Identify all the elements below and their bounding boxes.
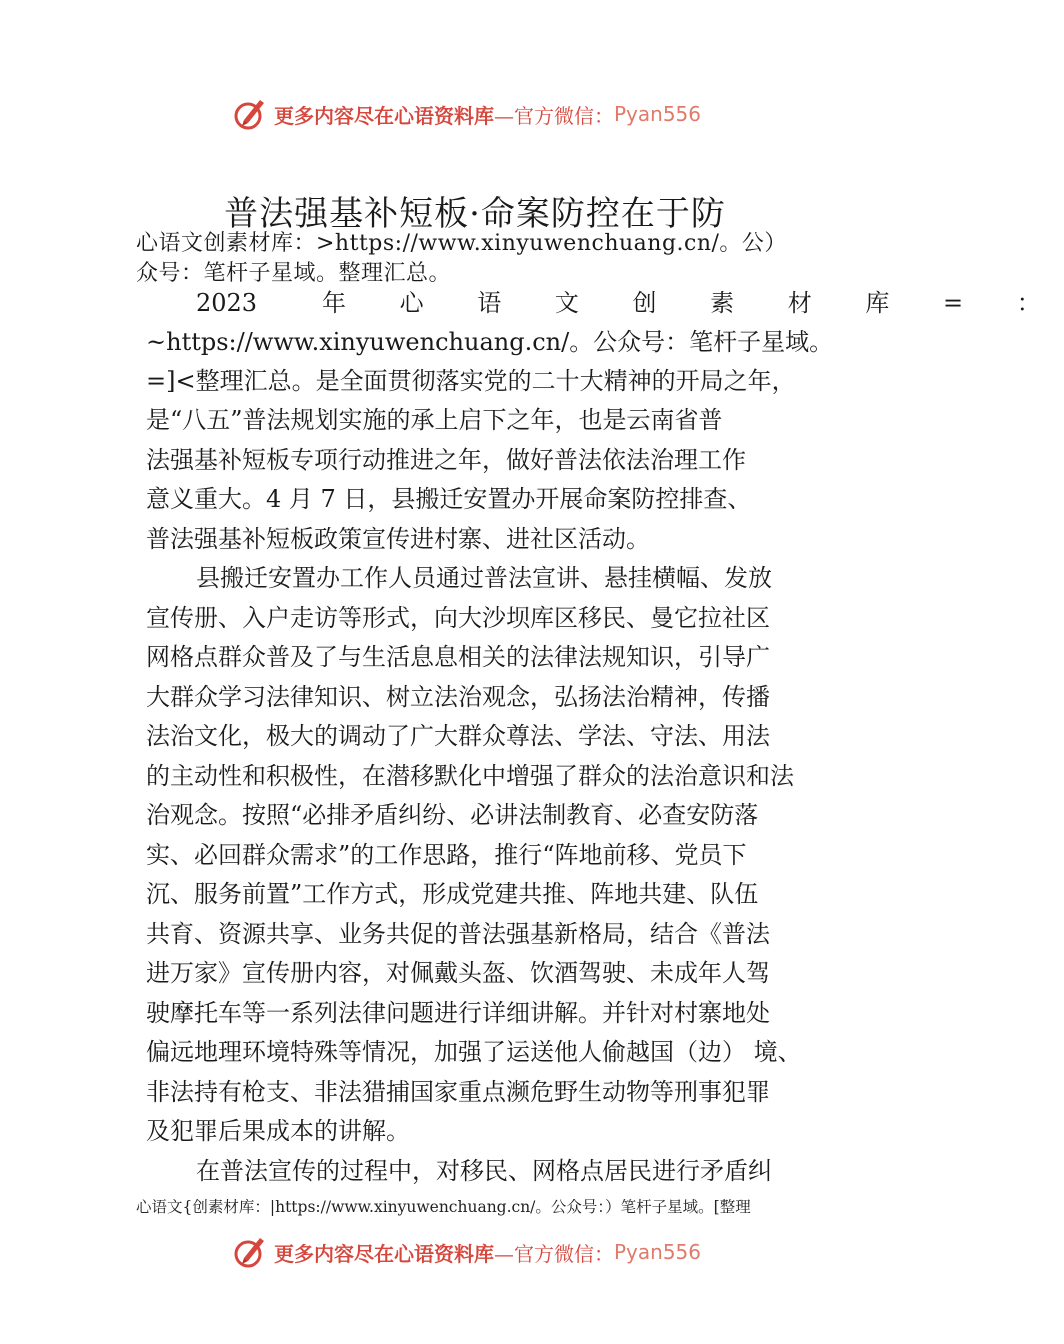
banner-wechat-id: Pyan556 bbox=[614, 1240, 702, 1264]
banner-text: 更多内容尽在心语资料库 bbox=[274, 1241, 494, 1266]
body-line: 进万家》宣传册内容，对佩戴头盔、饮酒驾驶、未成年人驾 bbox=[146, 959, 770, 987]
body-line: 及犯罪后果成本的讲解。 bbox=[146, 1117, 410, 1145]
banner-wechat-id: Pyan556 bbox=[614, 102, 702, 126]
body-line: 年 心 语 文 创 素 材 库 = ： bbox=[322, 289, 1064, 317]
footer-watermark: 心语文{创素材库：|https://www.xinyuwenchuang.cn/。公众号：）笔杆子星域。[整理 bbox=[136, 1198, 751, 1216]
banner-separator: —官方微信： bbox=[494, 103, 614, 128]
body-line: 在普法宣传的过程中，对移民、网格点居民进行矛盾纠 bbox=[196, 1157, 772, 1185]
body-line: 驶摩托车等一系列法律问题进行详细讲解。并针对村寨地处 bbox=[146, 999, 770, 1027]
body-line: 网格点群众普及了与生活息息相关的法律法规知识，引导广 bbox=[146, 643, 770, 671]
body-line: 非法持有枪支、非法猎捕国家重点濒危野生动物等刑事犯罪 bbox=[146, 1078, 770, 1106]
body-line: 的主动性和积极性，在潜移默化中增强了群众的法治意识和法 bbox=[146, 762, 794, 790]
banner-separator: —官方微信： bbox=[494, 1241, 614, 1266]
header-banner bbox=[230, 94, 701, 134]
watermark-line: 众号：笔杆子星域。整理汇总。 bbox=[136, 261, 452, 286]
document-title: 普法强基补短板·命案防控在于防 bbox=[224, 194, 726, 234]
body-line: 治观念。按照“必排矛盾纠纷、必讲法制教育、必查安防落 bbox=[146, 801, 759, 829]
body-line: =]<整理汇总。是全面贯彻落实党的二十大精神的开局之年， bbox=[146, 367, 796, 395]
body-line: 县搬迁安置办工作人员通过普法宣讲、悬挂横幅、发放 bbox=[196, 564, 772, 592]
body-line: 实、必回群众需求”的工作思路，推行“阵地前移、党员下 bbox=[146, 841, 747, 869]
body-line: 法强基补短板专项行动推进之年，做好普法依法治理工作 bbox=[146, 446, 746, 474]
body-line: 大群众学习法律知识、树立法治观念，弘扬法治精神，传播 bbox=[146, 683, 770, 711]
pen-logo-icon bbox=[230, 94, 270, 134]
body-line: 法治文化，极大的调动了广大群众尊法、学法、守法、用法 bbox=[146, 722, 770, 750]
body-line: ~https://www.xinyuwenchuang.cn/。公众号：笔杆子星域。 bbox=[146, 328, 834, 356]
pen-logo-icon bbox=[230, 1232, 270, 1272]
body-line: 2023 bbox=[196, 289, 258, 317]
body-line: 偏远地理环境特殊等情况，加强了运送他人偷越国（边） 境、 bbox=[146, 1038, 802, 1066]
body-line: 普法强基补短板政策宣传进村寨、进社区活动。 bbox=[146, 525, 650, 553]
body-line: 沉、服务前置”工作方式，形成党建共推、阵地共建、队伍 bbox=[146, 880, 759, 908]
watermark-line: 心语文创素材库：>https://www.xinyuwenchuang.cn/。公） bbox=[136, 231, 787, 256]
body-line: 意义重大。4 月 7 日，县搬迁安置办开展命案防控排查、 bbox=[146, 485, 752, 513]
footer-banner bbox=[230, 1232, 701, 1272]
body-line: 宣传册、入户走访等形式，向大沙坝库区移民、曼它拉社区 bbox=[146, 604, 770, 632]
banner-text: 更多内容尽在心语资料库 bbox=[274, 103, 494, 128]
body-line: 是“八五”普法规划实施的承上启下之年，也是云南省普 bbox=[146, 406, 723, 434]
body-line: 共育、资源共享、业务共促的普法强基新格局，结合《普法 bbox=[146, 920, 770, 948]
